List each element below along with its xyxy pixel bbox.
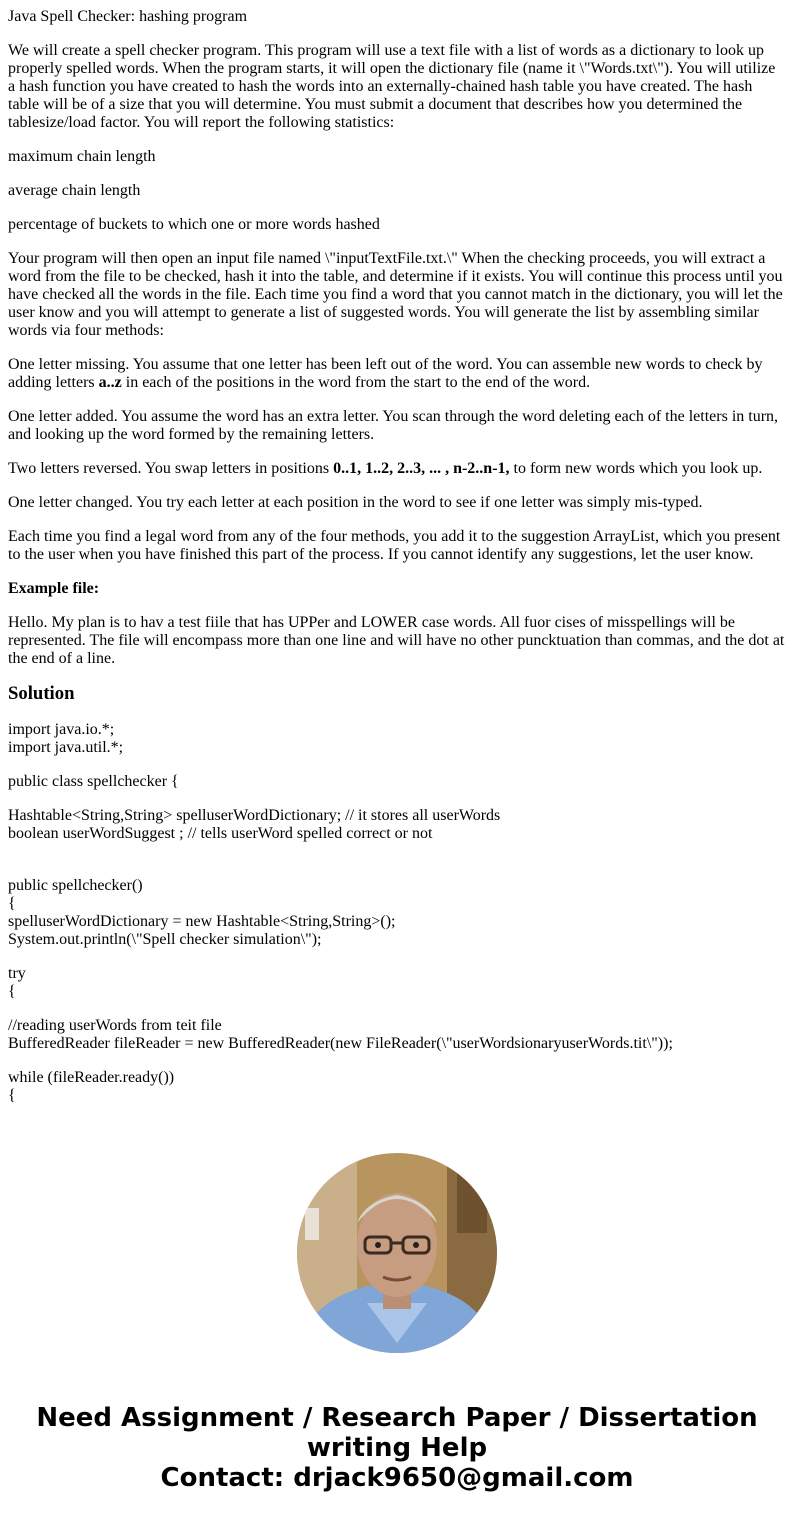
- code-class-declaration: public class spellchecker {: [8, 773, 179, 790]
- promo-line-2: writing Help: [306, 1433, 488, 1463]
- code-while-loop: while (fileReader.ready()) {: [8, 1069, 175, 1104]
- author-portrait: [297, 1153, 497, 1353]
- stat-avg-chain: average chain length: [8, 182, 141, 199]
- suggestion-paragraph: Each time you find a legal word from any of the four methods, you add it to the suggestion ArrayList, which you present to the user when you have finished this part of the process. If you cannot identify any suggestions, let the user know.: [8, 528, 781, 563]
- method-letter-missing: [8, 356, 786, 392]
- method-letter-changed: One letter changed. You try each letter at each position in the word to see if one letter was simply mis-typed.: [8, 494, 703, 511]
- example-text: Hello. My plan is to hav a test fiile that has UPPer and LOWER case words. All fuor cises of misspellings will be represented. The file will encompass more than one line and will have no other puncktuation than commas, and the dot at the end of a line.: [8, 614, 785, 667]
- promo-banner: [0, 1403, 794, 1493]
- method-letters-reversed-text-end: to form new words which you look up.: [509, 460, 763, 477]
- method-letters-reversed-bold: 0..1, 1..2, 2..3, ... , n-2..n-1,: [333, 460, 510, 477]
- method-letter-missing-bold: a..z: [98, 374, 122, 391]
- promo-line-1: Need Assignment / Research Paper / Dissertation: [36, 1403, 758, 1433]
- solution-heading: Solution: [8, 683, 75, 704]
- method-letter-missing-text-end: in each of the positions in the word from the start to the end of the word.: [121, 374, 591, 391]
- promo-contact: Contact: drjack9650@gmail.com: [160, 1463, 634, 1493]
- method-letter-missing-text: One letter missing. You assume that one letter has been left out of the word. You can assemble new words to check by adding letters: [8, 356, 763, 391]
- method-letters-reversed: [8, 460, 786, 478]
- stat-bucket-percentage: percentage of buckets to which one or more words hashed: [8, 216, 380, 233]
- code-try: try {: [8, 965, 26, 1000]
- code-constructor: public spellchecker() { spelluserWordDictionary = new Hashtable<String,String>(); System.out.println(\"Spell checker simulation\");: [8, 877, 396, 948]
- method-letter-added: One letter added. You assume the word has an extra letter. You scan through the word deleting each of the letters in turn, and looking up the word formed by the remaining letters.: [8, 408, 779, 443]
- example-label: [8, 580, 786, 598]
- author-avatar: [297, 1153, 497, 1353]
- page-title: Java Spell Checker: hashing program: [8, 8, 248, 25]
- input-file-paragraph: Your program will then open an input file named \"inputTextFile.txt.\" When the checking proceeds, you will extract a word from the file to be checked, hash it into the table, and determine if it exists. You will continue this process until you have checked all the words in the file. Each time you find a word that you cannot match in the dictionary, you will let the user know and you will attempt to generate a list of suggested words. You will generate the list by assembling similar words via four methods:: [8, 250, 783, 339]
- code-fields: Hashtable<String,String> spelluserWordDictionary; // it stores all userWords boolean userWordSuggest ; // tells userWord spelled correct or not: [8, 807, 501, 842]
- example-label-text: Example file:: [8, 580, 100, 597]
- code-imports: import java.io.*; import java.util.*;: [8, 721, 124, 756]
- method-letters-reversed-text: Two letters reversed. You swap letters in positions: [8, 460, 334, 477]
- stat-max-chain: maximum chain length: [8, 148, 156, 165]
- code-file-reader: //reading userWords from teit file BufferedReader fileReader = new BufferedReader(new FileReader(\"userWordsionaryuserWords.tit\"));: [8, 1017, 673, 1052]
- article: [8, 8, 786, 1121]
- intro-paragraph: We will create a spell checker program. This program will use a text file with a list of words as a dictionary to look up properly spelled words. When the program starts, it will open the dictionary file (name it \"Words.txt\"). You will utilize a hash function you have created to hash the words into an externally-chained hash table you have created. The hash table will be of a size that you will determine. You must submit a document that describes how you determined the tablesize/load factor. You will report the following statistics:: [8, 42, 776, 131]
